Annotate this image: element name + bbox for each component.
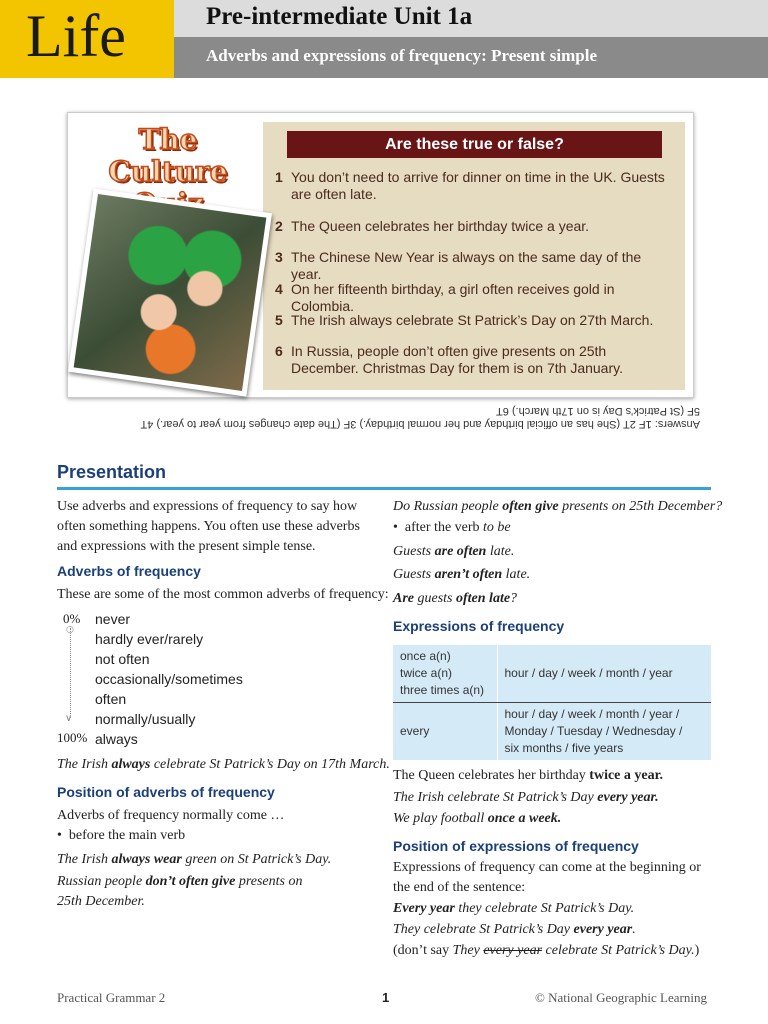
example-sentence: (don’t say They every year celebrate St Patrick’s Day.) (393, 943, 700, 958)
quiz-item-text: In Russia, people don’t often give presents on 25th December. Christmas Day for them is on 7th January. (291, 343, 623, 376)
quiz-item-number: 3 (275, 249, 283, 265)
expressions-table (393, 645, 711, 760)
life-logo (0, 0, 174, 78)
quiz-item-number: 5 (275, 312, 283, 328)
example-sentence: Do Russian people often give presents on 25th December? (393, 499, 723, 514)
adverbs-heading: Adverbs of frequency (57, 563, 201, 579)
example-sentence: They celebrate St Patrick’s Day every year. (393, 922, 636, 937)
page-number: 1 (382, 990, 390, 1005)
quiz-item (275, 281, 675, 315)
bullet-item: • before the main verb (57, 828, 186, 843)
quiz-item-number: 1 (275, 169, 283, 185)
quiz-item (275, 218, 675, 235)
unit-subtitle-bar (174, 37, 768, 78)
table-cell: hour / day / week / month / year / Monday / Tuesday / Wednesday / six months / five years (497, 703, 711, 761)
quiz-heading: Are these true or false? (287, 131, 662, 158)
position-intro: Adverbs of frequency normally come … (57, 808, 285, 823)
quiz-item-text: On her fifteenth birthday, a girl often receives gold in Colombia. (291, 281, 615, 314)
bullet-item: • after the verb to be (393, 520, 511, 535)
quiz-item (275, 312, 675, 329)
frequency-scale-line (70, 628, 71, 718)
example-sentence: Every year they celebrate St Patrick’s Day. (393, 901, 635, 916)
quiz-item-text: The Queen celebrates her birthday twice a year. (291, 218, 590, 234)
unit-title: Pre-intermediate Unit 1a (206, 3, 473, 30)
intro-paragraph: Use adverbs and expressions of frequency to say how often something happens. You often use these adverbs and expressions with the present simple tense. (57, 499, 360, 554)
example-sentence: The Irish always celebrate St Patrick’s Day on 17th March. (57, 757, 390, 772)
example-sentence: Russian people don’t often give presents on 25th December. (57, 874, 303, 909)
answers-line2: 5F (St Patrick’s Day is on 17th March.) 6T (496, 405, 700, 417)
quiz-item-number: 6 (275, 343, 283, 359)
table-cell: once a(n) twice a(n) three times a(n) (393, 645, 497, 703)
adverbs-intro: These are some of the most common adverbs of frequency: (57, 587, 389, 602)
quiz-answers-upside-down (140, 404, 700, 430)
adverb-item: never (95, 611, 131, 627)
example-sentence: The Irish always wear green on St Patrick’s Day. (57, 852, 332, 867)
adverb-item: normally/usually (95, 711, 196, 727)
example-sentence: The Queen celebrates her birthday twice a year. (393, 768, 664, 783)
presentation-title: Presentation (57, 462, 167, 482)
quiz-item-text: The Chinese New Year is always on the same day of the year. (291, 249, 642, 282)
quiz-item (275, 343, 675, 377)
scale-arrow-top-icon: ○ (66, 625, 74, 635)
logo-text: Life (26, 3, 126, 69)
table-cell: hour / day / week / month / year (497, 645, 711, 703)
position-expressions-intro: Expressions of frequency can come at the beginning or the end of the sentence: (393, 860, 701, 895)
quiz-item (275, 169, 675, 203)
position-expressions-heading: Position of expressions of frequency (393, 838, 639, 854)
example-sentence: Guests are often late. (393, 544, 515, 559)
footer-copyright: © National Geographic Learning (535, 990, 707, 1005)
adverb-item: always (95, 731, 138, 747)
position-heading: Position of adverbs of frequency (57, 784, 275, 800)
quiz-item-number: 2 (275, 218, 283, 234)
answers-line1: Answers: 1F 2T (She has an official birthday and her normal birthday.) 3F (The date changes from year to year.) 4T (140, 418, 700, 430)
festival-photo-image (74, 194, 267, 391)
festival-photo (68, 188, 272, 396)
adverb-item: hardly ever/rarely (95, 631, 204, 647)
expressions-heading: Expressions of frequency (393, 618, 565, 634)
arrow-down-icon: ∨ (65, 713, 73, 724)
table-cell: every (393, 703, 497, 761)
pct-zero: 0% (63, 611, 81, 626)
example-sentence: The Irish celebrate St Patrick’s Day every year. (393, 790, 659, 805)
quiz-title-line1: The Culture (108, 123, 228, 188)
quiz-item (275, 249, 675, 283)
table-row (393, 645, 711, 703)
example-sentence: Are guests often late? (393, 591, 518, 606)
unit-subtitle: Adverbs and expressions of frequency: Present simple (206, 46, 597, 65)
presentation-divider (57, 487, 711, 490)
adverb-item: not often (95, 651, 150, 667)
pct-hundred: 100% (57, 730, 88, 745)
table-row (393, 703, 711, 761)
example-sentence: We play football once a week. (393, 811, 562, 826)
example-sentence: Guests aren’t often late. (393, 567, 531, 582)
adverb-item: often (95, 691, 127, 707)
adverb-item: occasionally/sometimes (95, 671, 243, 687)
quiz-item-text: You don’t need to arrive for dinner on time in the UK. Guests are often late. (291, 169, 665, 202)
footer-book-title: Practical Grammar 2 (57, 990, 166, 1005)
quiz-item-number: 4 (275, 281, 283, 297)
unit-title-bar (174, 0, 768, 37)
quiz-item-text: The Irish always celebrate St Patrick’s Day on 27th March. (291, 312, 654, 328)
